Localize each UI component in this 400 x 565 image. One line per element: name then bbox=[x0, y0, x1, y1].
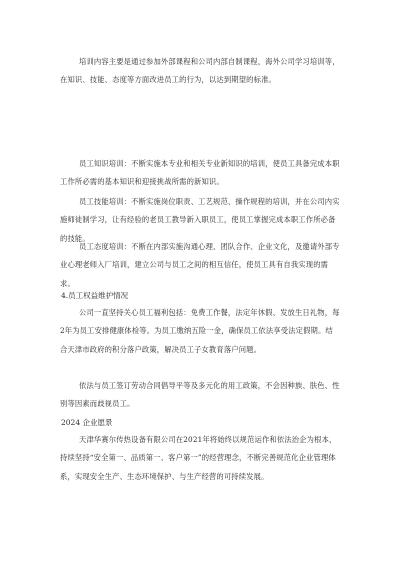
paragraph-skill-training: 员工技能培训：不断实施岗位职责、工艺规范、操作规程的培训，并在公司内实施师徒制学习，让有经验的老员工教导新入职员工，使员工掌握完成本职工作所必备的技能。 bbox=[60, 197, 340, 243]
paragraph-attitude-training: 员工态度培训：不断在内部实施沟通心理、团队合作、企业文化，及邀请外部专业心理老师入厂培训，建立公司与员工之间的相互信任，使员工具有自我实现的需求。 bbox=[60, 242, 340, 288]
paragraph-company-vision: 天津华赛尔传热设备有限公司在2021年将始终以规范运作和依法治企为根本，持续坚持“安全第一、品质第一、客户第一”的经营理念，不断完善规范化企业管理体系，实现安全生产、生态环境保护、与生产经营的可持续发展。 bbox=[60, 435, 337, 481]
paragraph-labor-contract: 依法与员工签订劳动合同倡导平等及多元化的用工政策，不会因种族、肤色、性别等因素而歧视员工。 bbox=[60, 381, 340, 409]
paragraph-employee-welfare: 公司一直坚持关心员工福利包括：免费工作餐，法定年休假、发放生日礼物，每2年为员工安排健康体检等。为员工缴纳五险一金，确保员工依法享受法定假期。结合天津市政府的积分落户政策，解决员工子女教育落户问题。 bbox=[60, 308, 340, 354]
section-heading-2024-vision: 2024 企业愿景 bbox=[61, 418, 113, 427]
paragraph-knowledge-training: 员工知识培训：不断实施本专业和相关专业新知识的培训，使员工具备完成本职工作所必需的基本知识和迎接挑战所需的新知识。 bbox=[60, 159, 340, 187]
section-heading-employee-rights: 4.员工权益维护情况 bbox=[61, 291, 129, 300]
paragraph-training-content: 培训内容主要是通过参加外部课程和公司内部自制课程，海外公司学习培训等，在知识、技能、态度等方面改进员工的行为，以达到期望的标准。 bbox=[60, 57, 340, 85]
